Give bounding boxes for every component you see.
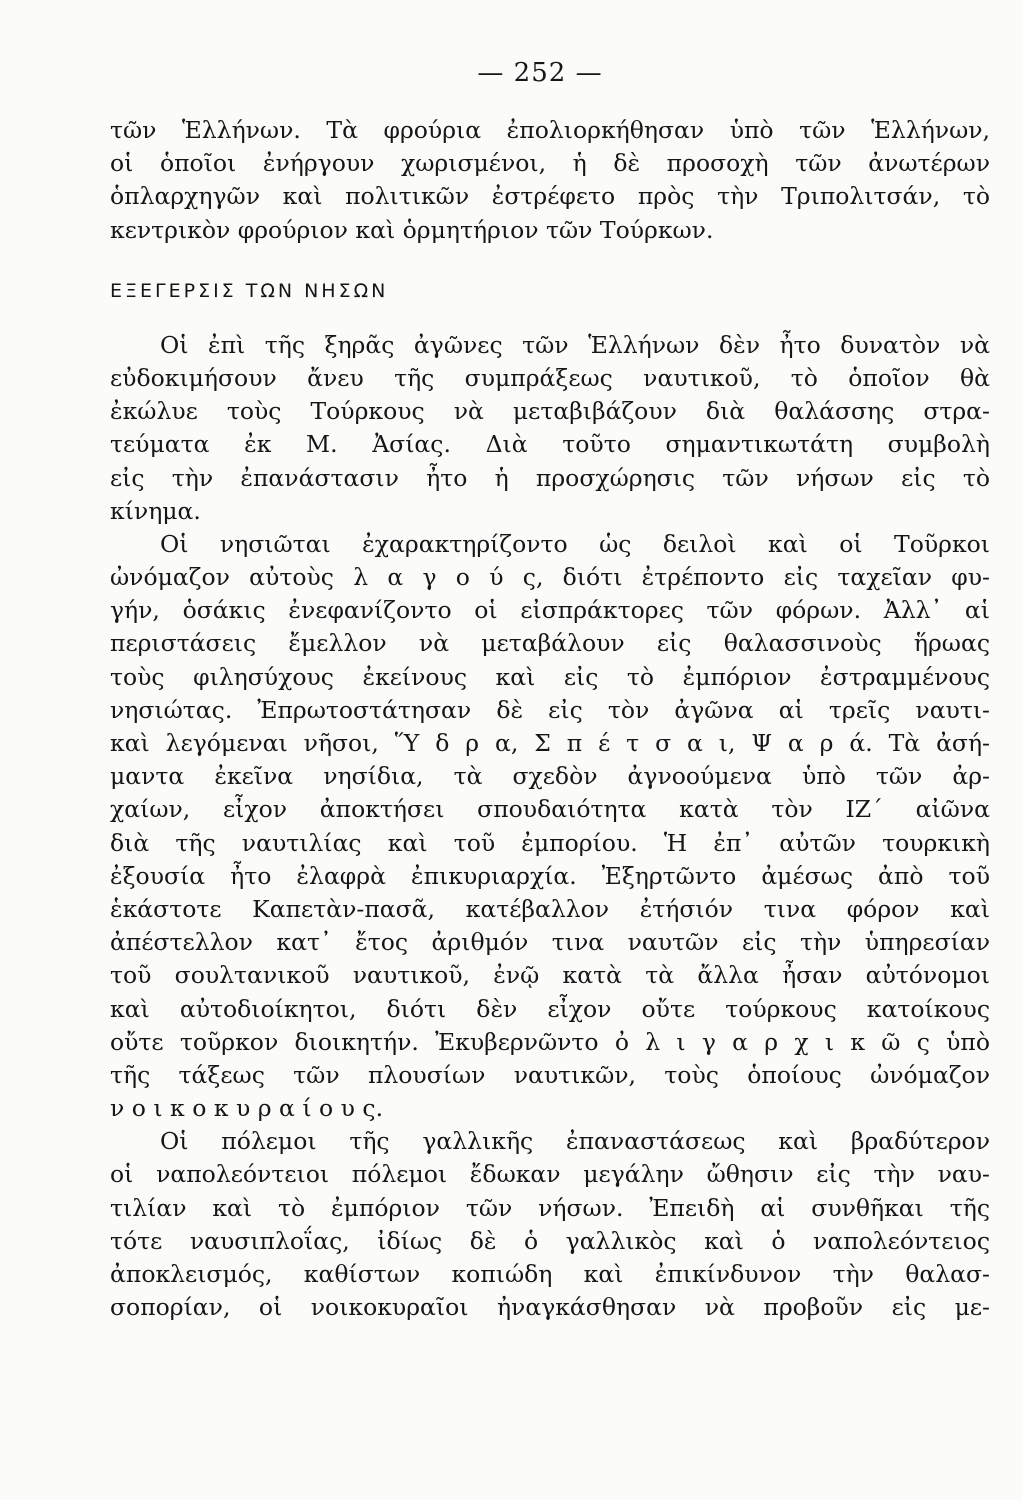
- text-line: ἐξουσία ἦτο ἐλαφρὰ ἐπικυριαρχία. Ἐξηρτῶντο ἀμέσως ἀπὸ τοῦ: [110, 861, 990, 890]
- text-line: κεντρικὸν φρούριον καὶ ὁρμητήριον τῶν Τούρκων.: [110, 215, 714, 244]
- text-line: τοῦ σουλτανικοῦ ναυτικοῦ, ἐνῷ κατὰ τὰ ἄλλα ἦσαν αὐτόνομοι: [110, 961, 990, 990]
- section-heading: ΕΞΕΓΕΡΣΙΣ ΤΩΝ ΝΗΣΩΝ: [110, 279, 389, 302]
- paragraph-1: [110, 329, 990, 528]
- text-line: οἱ ὁποῖοι ἐνήργουν χωρισμένοι, ἡ δὲ προσοχὴ τῶν ἀνωτέρων: [110, 149, 990, 178]
- paragraph-3: [110, 1125, 990, 1324]
- text-line: κίνημα.: [110, 496, 201, 525]
- text-line: εὐδοκιμήσουν ἄνευ τῆς συμπράξεως ναυτικοῦ, τὸ ὁποῖον θὰ: [110, 363, 990, 392]
- text-line: τιλίαν καὶ τὸ ἐμπόριον τῶν νήσων. Ἐπειδὴ αἱ συνθῆκαι τῆς: [110, 1193, 990, 1222]
- text-line: ὁπλαρχηγῶν καὶ πολιτικῶν ἐστρέφετο πρὸς τὴν Τριπολιτσάν, τὸ: [110, 182, 990, 211]
- text-line: μαντα ἐκεῖνα νησίδια, τὰ σχεδὸν ἀγνοούμενα ὑπὸ τῶν ἀρ-: [110, 762, 990, 791]
- text-line: καὶ αὐτοδιοίκητοι, διότι δὲν εἶχον οὔτε τούρκους κατοίκους: [110, 994, 990, 1023]
- text-line: τεύματα ἐκ Μ. Ἀσίας. Διὰ τοῦτο σημαντικωτάτη συμβολὴ: [110, 430, 990, 459]
- text-line: ἀπέστελλον κατ᾽ ἔτος ἀριθμόν τινα ναυτῶν εἰς τὴν ὑπηρεσίαν: [110, 928, 990, 957]
- text-line: σοπορίαν, οἱ νοικοκυραῖοι ἠναγκάσθησαν νὰ προβοῦν εἰς με-: [110, 1293, 990, 1322]
- text-line: περιστάσεις ἔμελλον νὰ μεταβάλουν εἰς θαλασσινοὺς ἥρωας: [110, 629, 990, 658]
- paragraph-2: [110, 528, 990, 1125]
- text-line: χαίων, εἶχον ἀποκτήσει σπουδαιότητα κατὰ τὸν ΙΖ΄ αἰῶνα: [110, 795, 990, 824]
- intro-paragraph: [110, 114, 990, 247]
- text-line: καὶ λεγόμεναι νῆσοι, Ὕ δ ρ α, Σ π έ τ σ α ι, Ψ α ρ ά. Τὰ ἀσή-: [110, 729, 990, 757]
- text-line: ν ο ι κ ο κ υ ρ α ί ο υ ς.: [110, 1094, 384, 1123]
- text-line: νησιώτας. Ἐπρωτοστάτησαν δὲ εἰς τὸν ἀγῶνα αἱ τρεῖς ναυτι-: [110, 695, 990, 724]
- text-line: ἀποκλεισμός, καθίστων κοπιώδη καὶ ἐπικίνδυνον τὴν θαλασ-: [110, 1260, 990, 1288]
- text-line: οὔτε τοῦρκον διοικητήν. Ἐκυβερνῶντο ὀ λ ι γ α ρ χ ι κ ῶ ς ὑπὸ: [110, 1027, 990, 1056]
- text-line: ἐκώλυε τοὺς Τούρκους νὰ μεταβιβάζουν διὰ θαλάσσης στρα-: [110, 397, 990, 426]
- text-line: τῶν Ἑλλήνων. Τὰ φρούρια ἐπολιορκήθησαν ὑπὸ τῶν Ἑλλήνων,: [110, 116, 990, 144]
- text-line: Οἱ νησιῶται ἐχαρακτηρίζοντο ὡς δειλοὶ καὶ οἱ Τοῦρκοι: [160, 529, 990, 558]
- text-line: τοὺς φιλησύχους ἐκείνους καὶ εἰς τὸ ἐμπόριον ἐστραμμένους: [110, 662, 990, 691]
- text-line: τότε ναυσιπλοΐας, ἰδίως δὲ ὁ γαλλικὸς καὶ ὁ ναπολεόντειος: [110, 1226, 990, 1255]
- page-number: — 252 —: [477, 58, 603, 88]
- text-line: ἑκάστοτε Καπετὰν-πασᾶ, κατέβαλλον ἐτήσιόν τινα φόρον καὶ: [110, 894, 990, 923]
- text-line: τῆς τάξεως τῶν πλουσίων ναυτικῶν, τοὺς ὁποίους ὠνόμαζον: [110, 1060, 990, 1089]
- text-line: οἱ ναπολεόντειοι πόλεμοι ἔδωκαν μεγάλην ὤθησιν εἰς τὴν ναυ-: [110, 1160, 990, 1189]
- text-line: γήν, ὁσάκις ἐνεφανίζοντο οἱ εἰσπράκτορες τῶν φόρων. Ἀλλ᾽ αἱ: [110, 596, 990, 625]
- text-line: Οἱ ἐπὶ τῆς ξηρᾶς ἀγῶνες τῶν Ἑλλήνων δὲν ἦτο δυνατὸν νὰ: [160, 330, 990, 359]
- text-line: διὰ τῆς ναυτιλίας καὶ τοῦ ἐμπορίου. Ἡ ἐπ᾽ αὐτῶν τουρκικὴ: [110, 828, 990, 857]
- text-line: Οἱ πόλεμοι τῆς γαλλικῆς ἐπαναστάσεως καὶ βραδύτερον: [160, 1127, 990, 1156]
- text-line: εἰς τὴν ἐπανάστασιν ἦτο ἡ προσχώρησις τῶν νήσων εἰς τὸ: [110, 463, 990, 492]
- text-line: ὠνόμαζον αὐτοὺς λ α γ ο ύ ς, διότι ἐτρέποντο εἰς ταχεῖαν φυ-: [110, 563, 990, 592]
- page-body: [110, 58, 990, 1324]
